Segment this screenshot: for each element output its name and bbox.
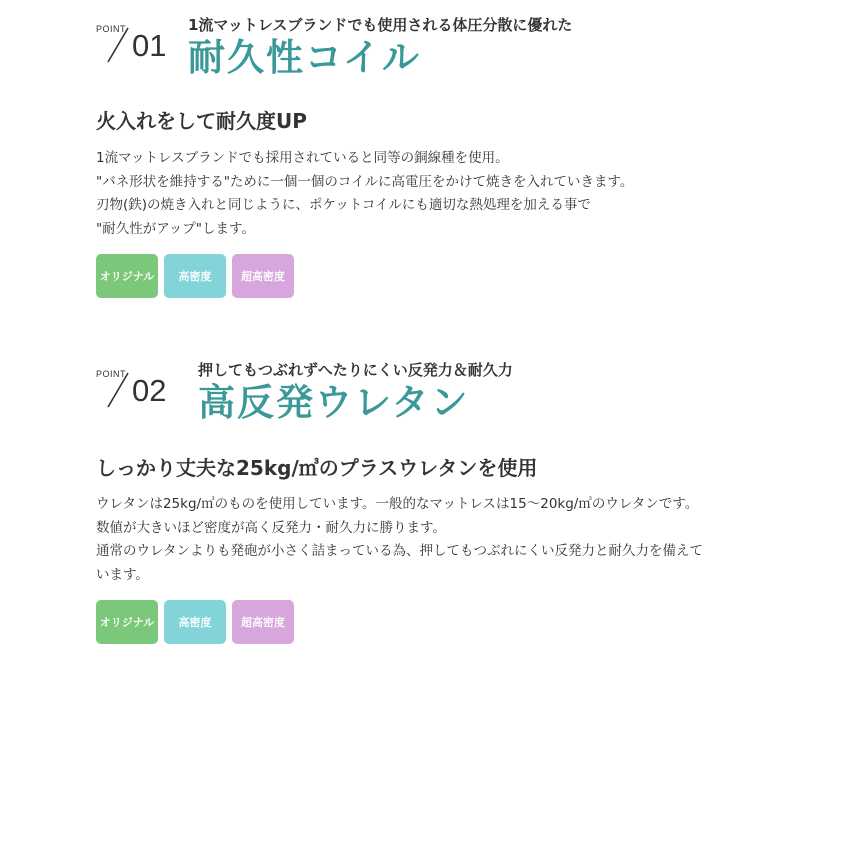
tag-group <box>96 600 294 644</box>
body-line: 1流マットレスブランドでも採用されていると同等の銅線種を使用。 <box>96 150 509 166</box>
point-number: 01 <box>132 28 167 63</box>
tag-ultra-high-density: 超高密度 <box>232 254 294 298</box>
section-body <box>96 493 756 587</box>
section-body <box>96 147 756 241</box>
section-heading: 火入れをして耐久度UP <box>96 109 307 133</box>
body-line: ウレタンは25kg/㎥のものを使用しています。一般的なマットレスは15〜20kg/㎥のウレタンです。 <box>96 496 699 512</box>
tag-high-density: 高密度 <box>164 254 226 298</box>
point-title: 高反発ウレタン <box>198 381 470 424</box>
point-header <box>96 16 816 82</box>
point-subtitle: 押してもつぶれずへたりにくい反発力＆耐久力 <box>198 361 513 379</box>
body-line: います。 <box>96 566 149 583</box>
section-heading: しっかり丈夫な25kg/㎥のプラスウレタンを使用 <box>96 456 538 480</box>
tag-high-density: 高密度 <box>164 600 226 644</box>
tag-ultra-high-density: 超高密度 <box>232 600 294 644</box>
point-section-2 <box>96 361 816 629</box>
body-line: "バネ形状を維持する"ために一個一個のコイルに高電圧をかけて焼きを入れていきます。 <box>96 173 634 190</box>
point-label: POINT <box>96 24 127 34</box>
point-header <box>96 361 816 427</box>
slash-divider-icon <box>106 26 130 64</box>
point-subtitle: 1流マットレスブランドでも使用される体圧分散に優れた <box>188 16 573 34</box>
body-line: 通常のウレタンよりも発砲が小さく詰まっている為、押してもつぶれにくい反発力と耐久力を備えて <box>96 543 703 559</box>
tag-original: オリジナル <box>96 600 158 644</box>
body-line: 数値が大きいほど密度が高く反発力・耐久力に勝ります。 <box>96 519 446 536</box>
point-title: 耐久性コイル <box>188 36 421 79</box>
slash-divider-icon <box>106 371 130 409</box>
point-number: 02 <box>132 373 167 408</box>
tag-group <box>96 254 294 298</box>
point-section-1 <box>96 16 816 283</box>
body-line: 刃物(鉄)の焼き入れと同じように、ポケットコイルにも適切な熱処理を加える事で <box>96 197 591 213</box>
point-label: POINT <box>96 369 127 379</box>
body-line: "耐久性がアップ"します。 <box>96 220 255 237</box>
tag-original: オリジナル <box>96 254 158 298</box>
